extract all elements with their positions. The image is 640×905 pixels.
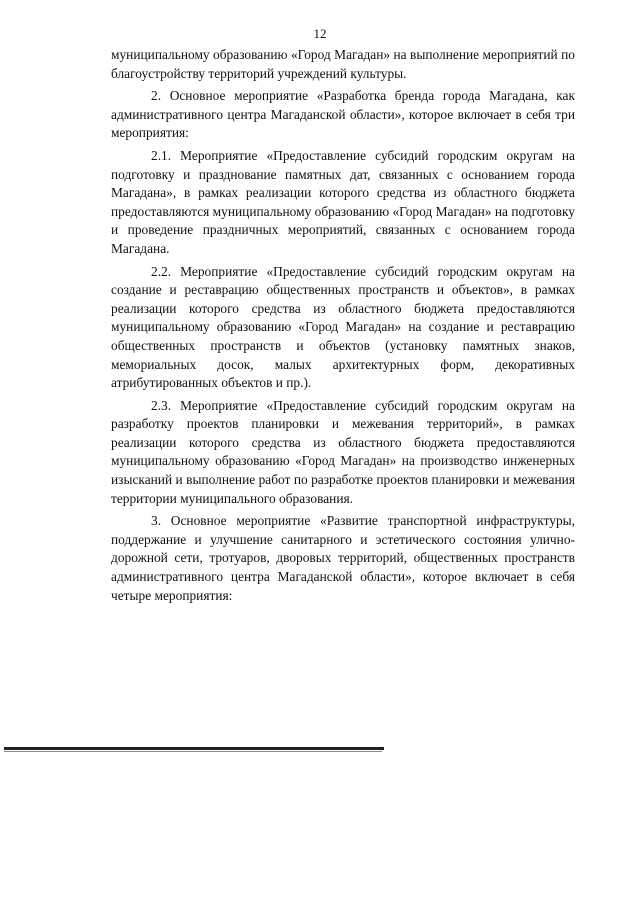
paragraph-activity-2-1: 2.1. Мероприятие «Предоставление субсидий городским округам на подготовку и празднование памятных дат, связанных с основанием города Магадана», в рамках реализации которого средства из областного бюджета предоставляются муниципальному образованию «Город Магадан» на подготовку и проведение праздничных мероприятий, связанных с основанием города Магадана. <box>111 147 575 256</box>
paragraph-activity-2-2: 2.2. Мероприятие «Предоставление субсидий городским округам на создание и реставрацию общественных пространств и объектов», в рамках реализации которого средства из областного бюджета предоставляются муниципальному образованию «Город Магадан» на создание и реставрацию общественных пространств и объектов (установку памятных знаков, мемориальных досок, малых архитектурных форм, декоративных атрибутированных объектов и пр.). <box>111 263 575 391</box>
document-body <box>111 46 575 609</box>
page-number: 12 <box>313 26 327 41</box>
paragraph-main-activity-2: 2. Основное мероприятие «Разработка бренда города Магадана, как административного центра Магаданской области», которое включает в себя три мероприятия: <box>111 88 575 141</box>
paragraph-main-activity-3: 3. Основное мероприятие «Развитие транспортной инфраструктуры, поддержание и улучшение санитарного и эстетического состояния улично-дорожной сети, тротуаров, дворовых территорий, общественных пространств административного центра Магаданской области», которое включает в себя четыре мероприятия: <box>111 513 575 603</box>
paragraph-activity-2-3: 2.3. Мероприятие «Предоставление субсидий городским округам на разработку проектов планировки и межевания территорий», в рамках реализации которого средства из областного бюджета предоставляются муниципальному образованию «Город Магадан» на производство инженерных изысканий и выполнение работ по разработке проектов планировки и межевания территории муниципального образования. <box>111 397 575 506</box>
paragraph-continuation: муниципальному образованию «Город Магадан» на выполнение мероприятий по благоустройству территорий учреждений культуры. <box>111 47 575 81</box>
scan-edge-line <box>4 747 384 750</box>
scan-edge-line-thin <box>4 751 382 752</box>
